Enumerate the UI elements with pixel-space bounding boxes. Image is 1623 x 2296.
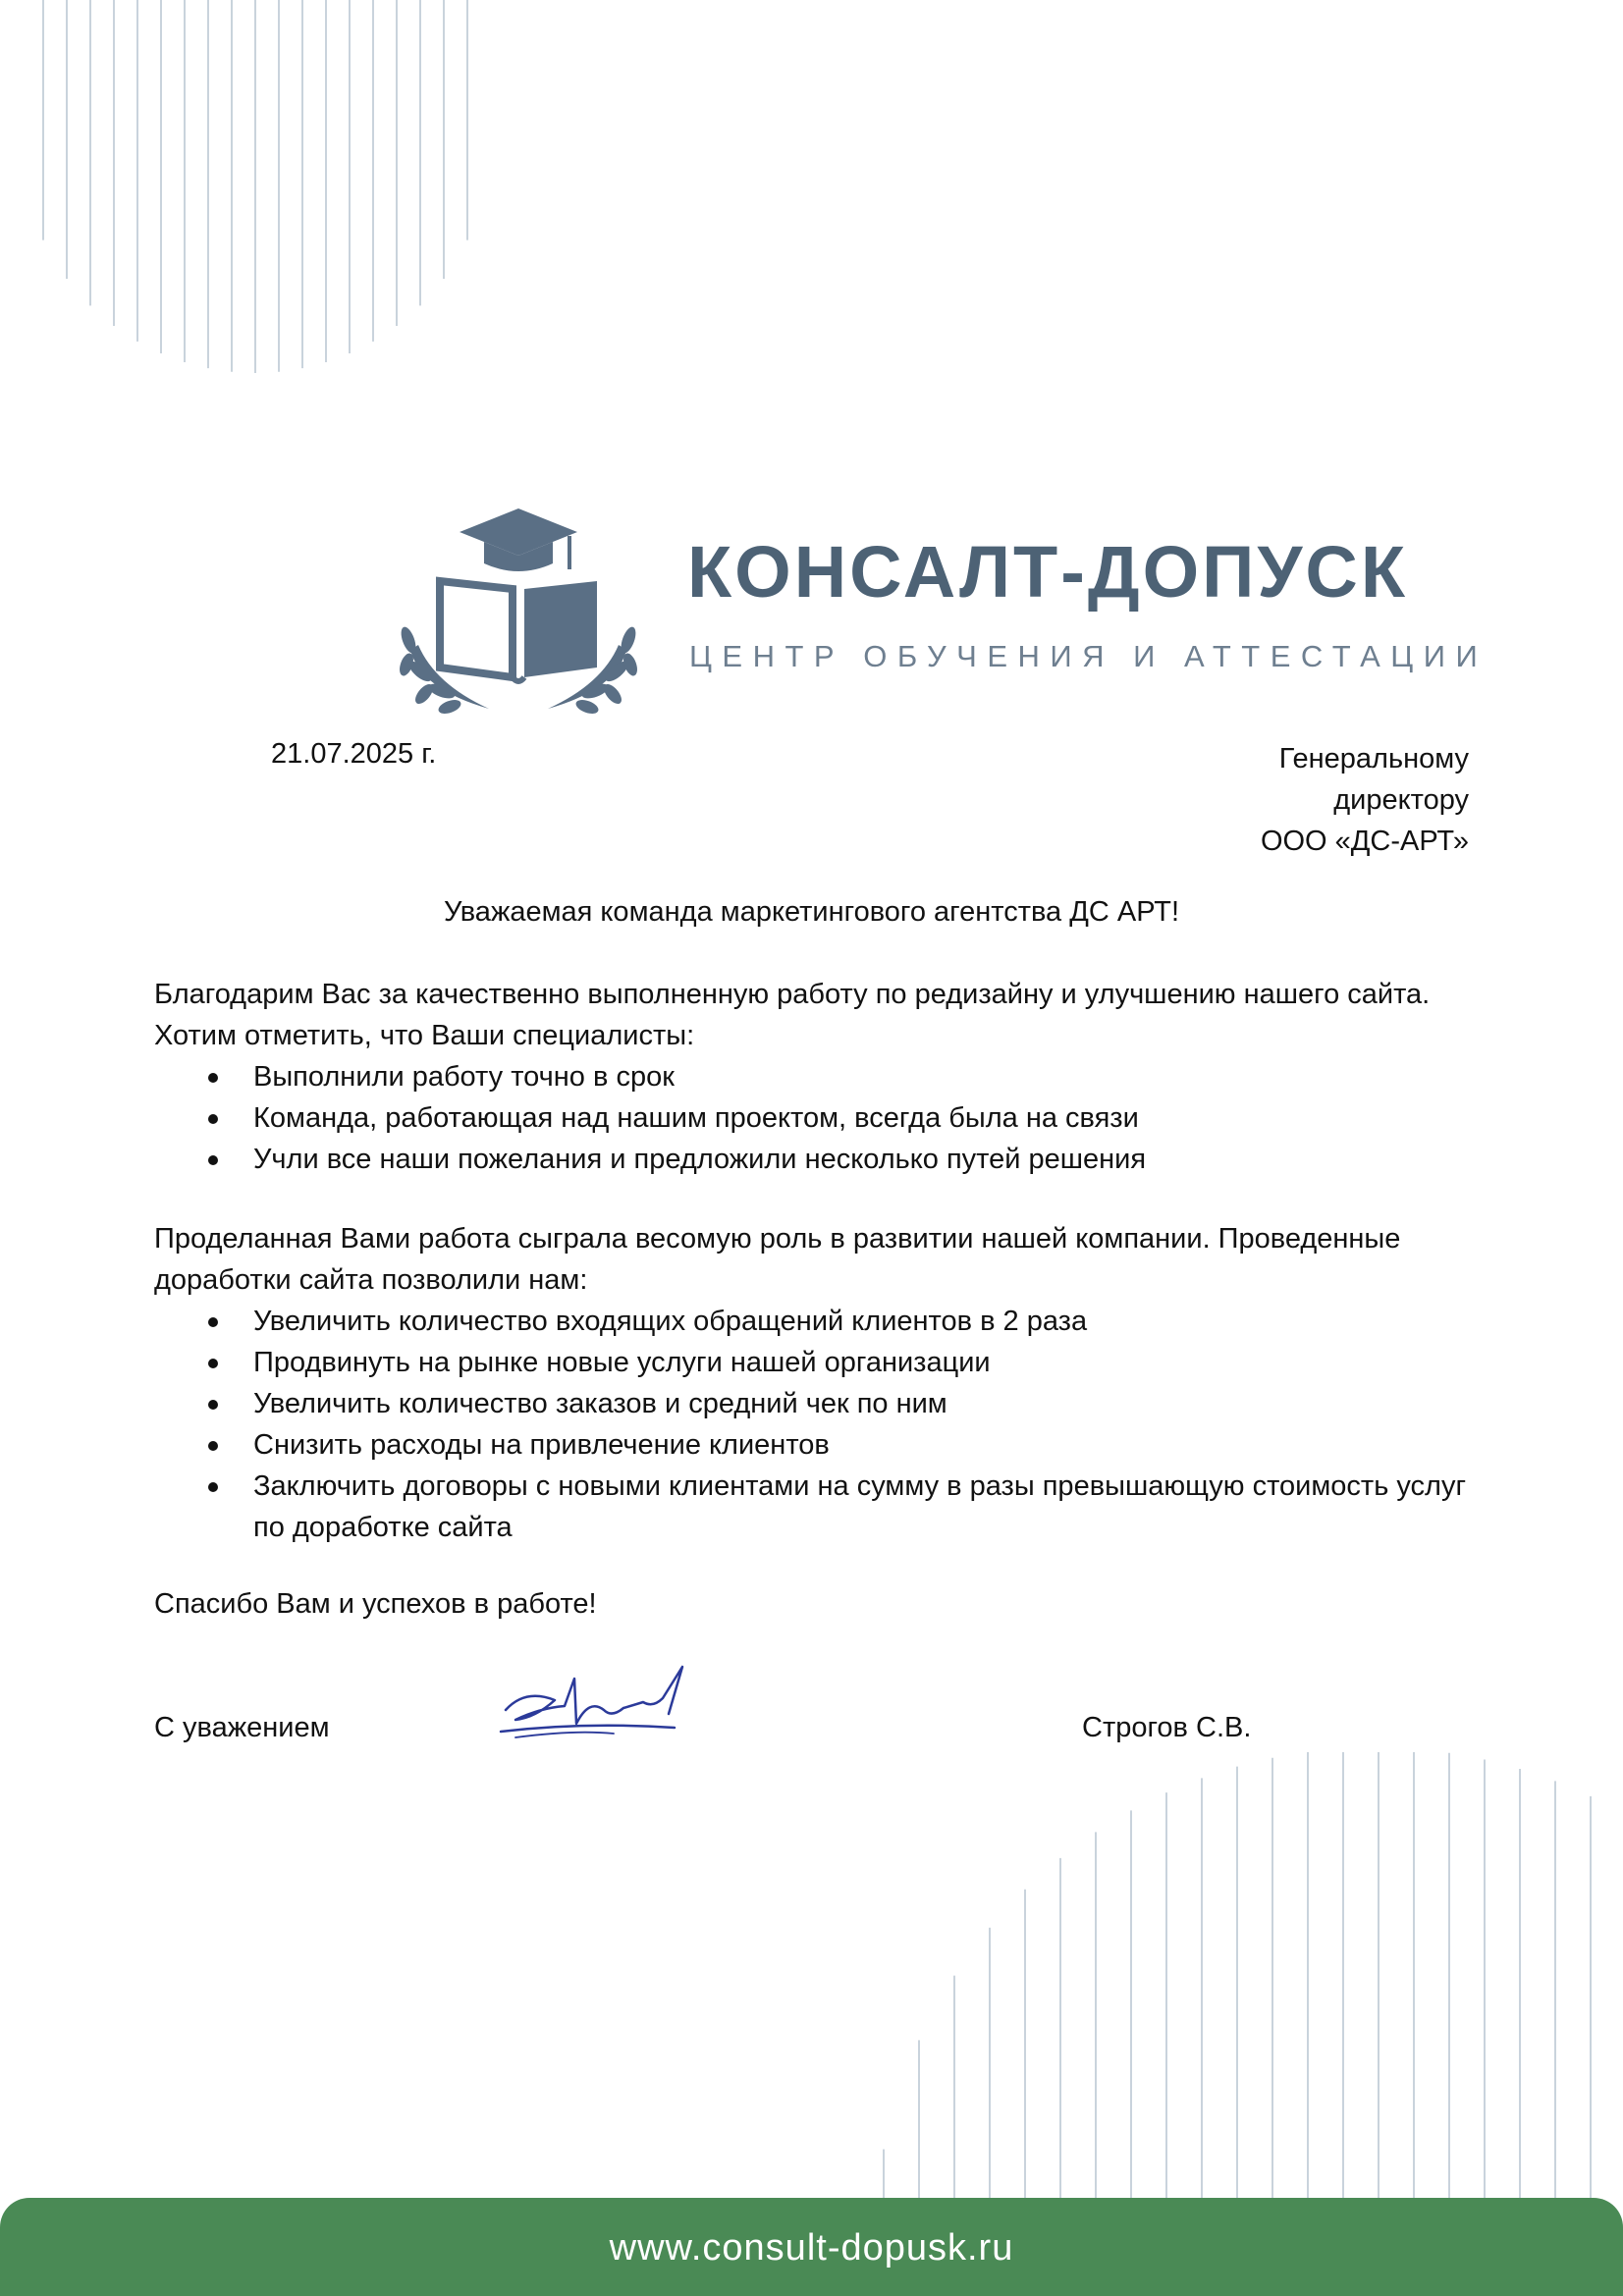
footer-website-link[interactable]: www.consult-dopusk.ru bbox=[609, 2227, 1014, 2269]
list-item: Выполнили работу точно в срок bbox=[154, 1056, 1480, 1097]
list-item: Увеличить количество заказов и средний чек по ним bbox=[154, 1383, 1480, 1424]
paragraph-text: Благодарим Вас за качественно выполненную работу по редизайну и улучшению нашего сайта. Хотим отметить, что Ваши специалисты: bbox=[154, 979, 1431, 1051]
letter-date: 21.07.2025 г. bbox=[271, 738, 437, 770]
paragraph-gratitude bbox=[154, 974, 1480, 1180]
brand-name: КОНСАЛТ-ДОПУСК bbox=[687, 531, 1408, 613]
brand-tagline: ЦЕНТР ОБУЧЕНИЯ И АТТЕСТАЦИИ bbox=[689, 639, 1488, 673]
addressee-block bbox=[1261, 738, 1469, 862]
list-item: Заключить договоры с новыми клиентами на сумму в разы превышающую стоимость услуг по доработке сайта bbox=[154, 1466, 1480, 1548]
list-item: Продвинуть на рынке новые услуги нашей организации bbox=[154, 1342, 1480, 1383]
addressee-line: Генеральному bbox=[1278, 743, 1469, 774]
list-item: Учли все наши пожелания и предложили несколько путей решения bbox=[154, 1139, 1480, 1180]
closing-line: Спасибо Вам и успехов в работе! bbox=[154, 1588, 597, 1620]
addressee-line: ООО «ДС-АРТ» bbox=[1260, 826, 1469, 857]
regards-text: С уважением bbox=[154, 1712, 330, 1743]
list-item: Снизить расходы на привлечение клиентов bbox=[154, 1424, 1480, 1466]
salutation: Уважаемая команда маркетингового агентства ДС АРТ! bbox=[443, 896, 1180, 928]
signature-icon bbox=[496, 1659, 692, 1747]
bullet-list bbox=[154, 1301, 1480, 1548]
paragraph-results bbox=[154, 1218, 1480, 1548]
bullet-list bbox=[154, 1056, 1480, 1180]
logo-icon bbox=[391, 503, 646, 719]
list-item: Команда, работающая над нашим проектом, всегда была на связи bbox=[154, 1097, 1480, 1139]
signer-name: Строгов С.В. bbox=[1082, 1712, 1252, 1743]
addressee-line: директору bbox=[1333, 784, 1469, 816]
paragraph-text: Проделанная Вами работа сыграла весомую роль в развитии нашей компании. Проведенные доработки сайта позволили нам: bbox=[154, 1223, 1401, 1296]
list-item: Увеличить количество входящих обращений клиентов в 2 раза bbox=[154, 1301, 1480, 1342]
